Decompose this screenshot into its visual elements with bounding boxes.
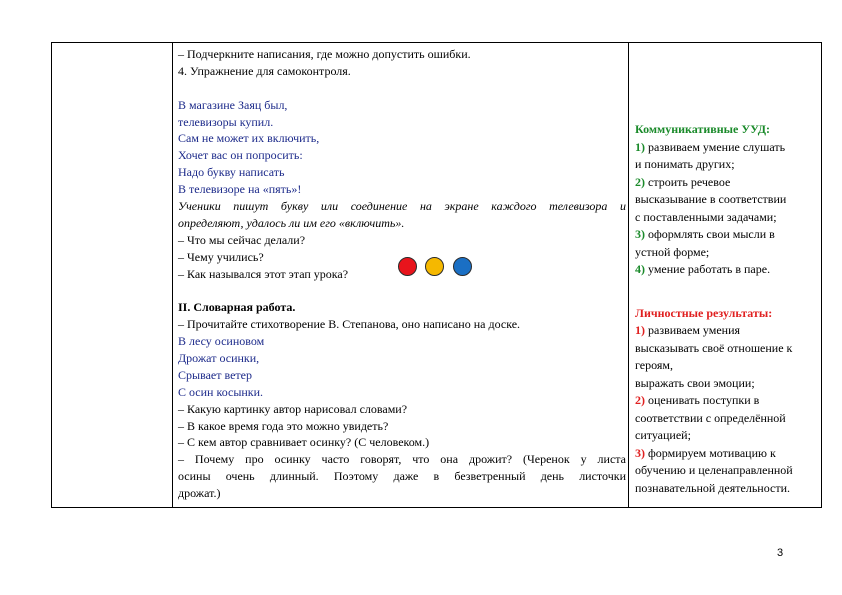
italic-note: Ученики пишут букву или соединение на экране каждого телевизора и <box>178 199 626 214</box>
item-text: оценивать поступки в <box>645 393 760 407</box>
poem-line: Дрожат осинки, <box>178 351 260 366</box>
poem-line: Надо букву написать <box>178 165 285 180</box>
question-line: – В какое время года это можно увидеть? <box>178 418 389 433</box>
item-number: 4) <box>635 262 645 276</box>
question-line: дрожат.) <box>178 486 221 501</box>
outcome-line <box>635 226 819 244</box>
outcome-line <box>635 322 819 340</box>
question-line: – Как назывался этот этап урока? <box>178 266 349 281</box>
communicative-outcomes-title: Коммуникативные УУД: <box>635 122 771 136</box>
outcome-line <box>635 191 819 209</box>
poem-line: Хочет вас он попросить: <box>178 148 303 163</box>
column-divider <box>172 43 173 507</box>
outcome-line <box>635 392 819 410</box>
outcome-line <box>635 156 819 174</box>
section-title: II. Словарная работа. <box>178 300 296 315</box>
outcome-line <box>635 375 819 393</box>
personal-outcomes-title: Личностные результаты: <box>635 305 773 320</box>
item-number: 2) <box>635 174 645 189</box>
outcomes-column <box>635 43 819 497</box>
outcome-line <box>635 427 819 445</box>
poem-line: С осин косынки. <box>178 384 264 399</box>
item-text: героям, <box>635 358 673 372</box>
item-text: развиваем умение слушать <box>645 139 786 154</box>
item-text: оформлять свои мысли в <box>645 227 775 241</box>
outcome-line <box>635 340 819 358</box>
outcome-line <box>635 209 819 227</box>
item-number: 1) <box>635 139 645 154</box>
question-line: – Чему учились? <box>178 249 264 264</box>
outcome-line <box>635 174 819 192</box>
item-text: и понимать других; <box>635 157 735 171</box>
outcome-line <box>635 261 819 279</box>
item-number: 1) <box>635 323 645 337</box>
personal-outcomes-list <box>635 322 819 497</box>
item-text: соответствии с определённой <box>635 410 786 425</box>
blue-circle-icon <box>453 257 472 276</box>
poem-line: В магазине Заяц был, <box>178 97 288 112</box>
poem-line: В лесу осиновом <box>178 334 265 349</box>
question-line: – С кем автор сравнивает осинку? (С человеком.) <box>178 435 430 450</box>
item-text: выражать свои эмоции; <box>635 375 755 390</box>
item-text: высказывание в соответствии <box>635 192 787 206</box>
item-number: 2) <box>635 393 645 407</box>
instruction-text: – Прочитайте стихотворение В. Степанова, оно написано на доске. <box>178 317 521 332</box>
item-text: познавательной деятельности. <box>635 480 791 495</box>
item-text: умение работать в паре. <box>645 262 771 276</box>
item-text: строить речевое <box>645 174 731 189</box>
page-number: 3 <box>777 547 784 559</box>
outcome-line <box>635 357 819 375</box>
item-text: с поставленными задачами; <box>635 209 777 224</box>
poem-line: В телевизоре на «пять»! <box>178 182 302 197</box>
outcome-line <box>635 462 819 480</box>
item-text: ситуацией; <box>635 428 691 442</box>
question-line: – Что мы сейчас делали? <box>178 232 306 247</box>
item-number: 3) <box>635 445 645 460</box>
item-text: высказывать своё отношение к <box>635 340 793 355</box>
italic-note: определяют, удалось ли им его «включить». <box>178 215 405 230</box>
poem-line: Сам не может их включить, <box>178 131 320 146</box>
red-circle-icon <box>398 257 417 276</box>
instruction-text: – Подчеркните написания, где можно допустить ошибки. <box>178 47 471 61</box>
item-text: развиваем умения <box>645 323 741 337</box>
outcome-line <box>635 139 819 157</box>
poem-line: телевизоры купил. <box>178 114 274 129</box>
outcome-line <box>635 244 819 262</box>
outcome-line <box>635 445 819 463</box>
item-text: обучению и целенаправленной <box>635 463 793 477</box>
poem-line: Срывает ветер <box>178 367 252 382</box>
column-divider <box>628 43 629 507</box>
question-line: – Какую картинку автор нарисовал словами? <box>178 401 408 416</box>
outcome-line <box>635 480 819 498</box>
item-text: формируем мотивацию к <box>645 445 776 460</box>
yellow-circle-icon <box>425 257 444 276</box>
question-line: – Почему про осинку часто говорят, что она дрожит? (Черенок у листа <box>178 452 626 467</box>
communicative-outcomes-list <box>635 139 819 279</box>
lesson-table <box>51 42 822 508</box>
outcome-line <box>635 410 819 428</box>
item-text: устной форме; <box>635 244 710 259</box>
exercise-heading: 4. Упражнение для самоконтроля. <box>178 63 351 78</box>
item-number: 3) <box>635 227 645 241</box>
question-line: осины очень длинный. Поэтому даже в безветренный день листочки <box>178 469 626 484</box>
